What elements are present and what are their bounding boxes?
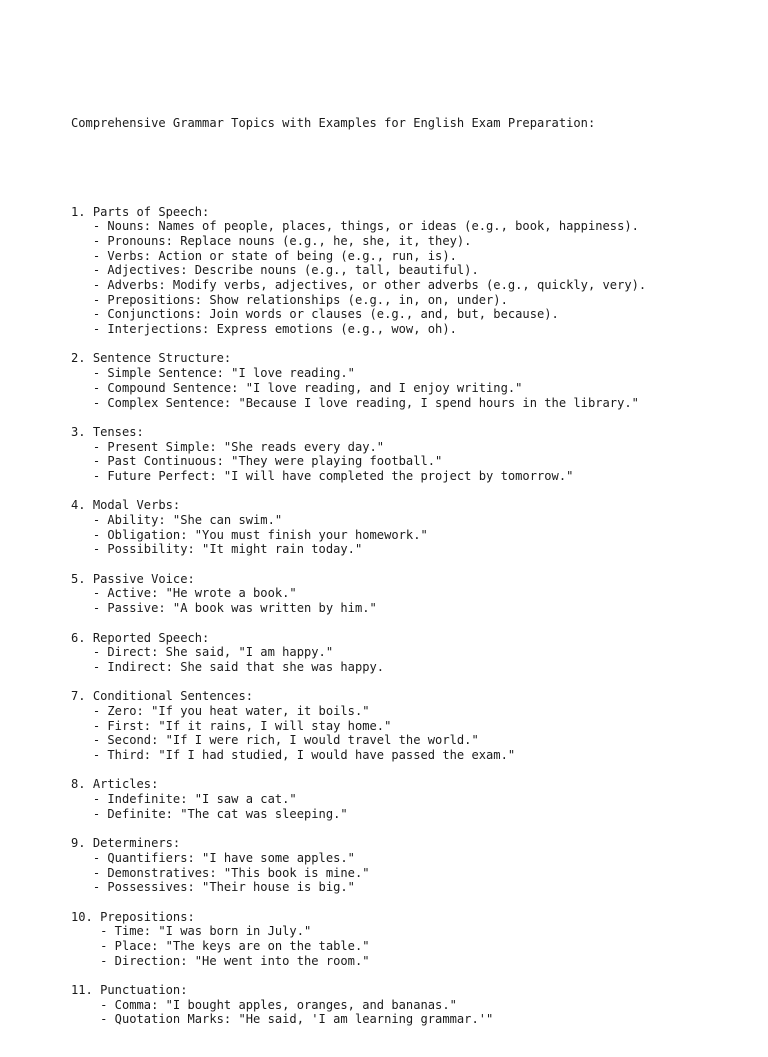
section-list-item: - Quotation Marks: "He said, 'I am learning grammar.'" (71, 1012, 494, 1027)
grammar-section (71, 351, 751, 424)
section-list-item: - Future Perfect: "I will have completed the project by tomorrow." (71, 468, 574, 483)
grammar-section (71, 631, 751, 690)
spacer (71, 484, 751, 499)
section-list-item: - Past Continuous: "They were playing football." (71, 454, 443, 469)
spacer (71, 895, 751, 910)
section-list-item: - Indefinite: "I saw a cat." (71, 792, 297, 807)
spacer (71, 763, 751, 778)
section-heading: 3. Tenses: (71, 424, 144, 439)
spacer (71, 675, 751, 690)
section-list-item: - Present Simple: "She reads every day." (71, 439, 385, 454)
document-title: Comprehensive Grammar Topics with Examples for English Exam Preparation: (71, 116, 596, 131)
grammar-section (71, 777, 751, 836)
section-list-item: - Ability: "She can swim." (71, 513, 283, 528)
section-list-item: - Adverbs: Modify verbs, adjectives, or other adverbs (e.g., quickly, very). (71, 278, 647, 293)
section-list-item: - Direction: "He went into the room." (71, 953, 370, 968)
spacer (71, 968, 751, 983)
section-list-item: - Quantifiers: "I have some apples." (71, 850, 355, 865)
section-heading: 10. Prepositions: (71, 909, 195, 924)
section-heading: 7. Conditional Sentences: (71, 689, 254, 704)
section-list-item: - Indirect: She said that she was happy. (71, 659, 385, 674)
sections-container (71, 205, 751, 1028)
section-list-item: - Second: "If I were rich, I would travel the world." (71, 733, 479, 748)
spacer (71, 410, 751, 425)
section-list-item: - Possibility: "It might rain today." (71, 542, 363, 557)
section-list-item: - Simple Sentence: "I love reading." (71, 366, 355, 381)
grammar-section (71, 910, 751, 983)
spacer (71, 161, 751, 176)
spacer (71, 616, 751, 631)
section-heading: 9. Determiners: (71, 836, 181, 851)
section-heading: 4. Modal Verbs: (71, 498, 181, 513)
section-list-item: - Complex Sentence: "Because I love reading, I spend hours in the library." (71, 395, 639, 410)
grammar-section (71, 689, 751, 777)
section-list-item: - Verbs: Action or state of being (e.g., run, is). (71, 248, 457, 263)
section-heading: 1. Parts of Speech: (71, 204, 210, 219)
section-list-item: - Passive: "A book was written by him." (71, 601, 377, 616)
spacer (71, 337, 751, 352)
section-heading: 8. Articles: (71, 777, 159, 792)
section-list-item: - Direct: She said, "I am happy." (71, 645, 334, 660)
section-list-item: - Prepositions: Show relationships (e.g., in, on, under). (71, 292, 508, 307)
section-list-item: - Place: "The keys are on the table." (71, 938, 370, 953)
grammar-section (71, 983, 751, 1027)
section-list-item: - Compound Sentence: "I love reading, and I enjoy writing." (71, 380, 523, 395)
section-heading: 2. Sentence Structure: (71, 351, 232, 366)
spacer (71, 821, 751, 836)
section-list-item: - Definite: "The cat was sleeping." (71, 806, 348, 821)
grammar-section (71, 498, 751, 571)
section-list-item: - Demonstratives: "This book is mine." (71, 865, 370, 880)
section-list-item: - Active: "He wrote a book." (71, 586, 297, 601)
grammar-section (71, 205, 751, 352)
section-list-item: - Interjections: Express emotions (e.g., wow, oh). (71, 322, 457, 337)
section-list-item: - Adjectives: Describe nouns (e.g., tall, beautiful). (71, 263, 479, 278)
section-list-item: - Possessives: "Their house is big." (71, 880, 355, 895)
spacer (71, 557, 751, 572)
document-body (71, 87, 751, 1057)
section-list-item: - Zero: "If you heat water, it boils." (71, 703, 370, 718)
section-list-item: - Pronouns: Replace nouns (e.g., he, she, it, they). (71, 233, 472, 248)
section-list-item: - Conjunctions: Join words or clauses (e.g., and, but, because). (71, 307, 559, 322)
section-list-item: - Time: "I was born in July." (71, 924, 312, 939)
section-heading: 11. Punctuation: (71, 983, 188, 998)
section-list-item: - Obligation: "You must finish your homework." (71, 527, 428, 542)
section-list-item: - Third: "If I had studied, I would have passed the exam." (71, 748, 516, 763)
section-heading: 5. Passive Voice: (71, 571, 195, 586)
section-list-item: - Comma: "I bought apples, oranges, and bananas." (71, 997, 457, 1012)
section-heading: 6. Reported Speech: (71, 630, 210, 645)
grammar-section (71, 836, 751, 909)
grammar-section (71, 572, 751, 631)
grammar-section (71, 425, 751, 498)
section-list-item: - First: "If it rains, I will stay home." (71, 718, 392, 733)
section-list-item: - Nouns: Names of people, places, things, or ideas (e.g., book, happiness). (71, 219, 639, 234)
